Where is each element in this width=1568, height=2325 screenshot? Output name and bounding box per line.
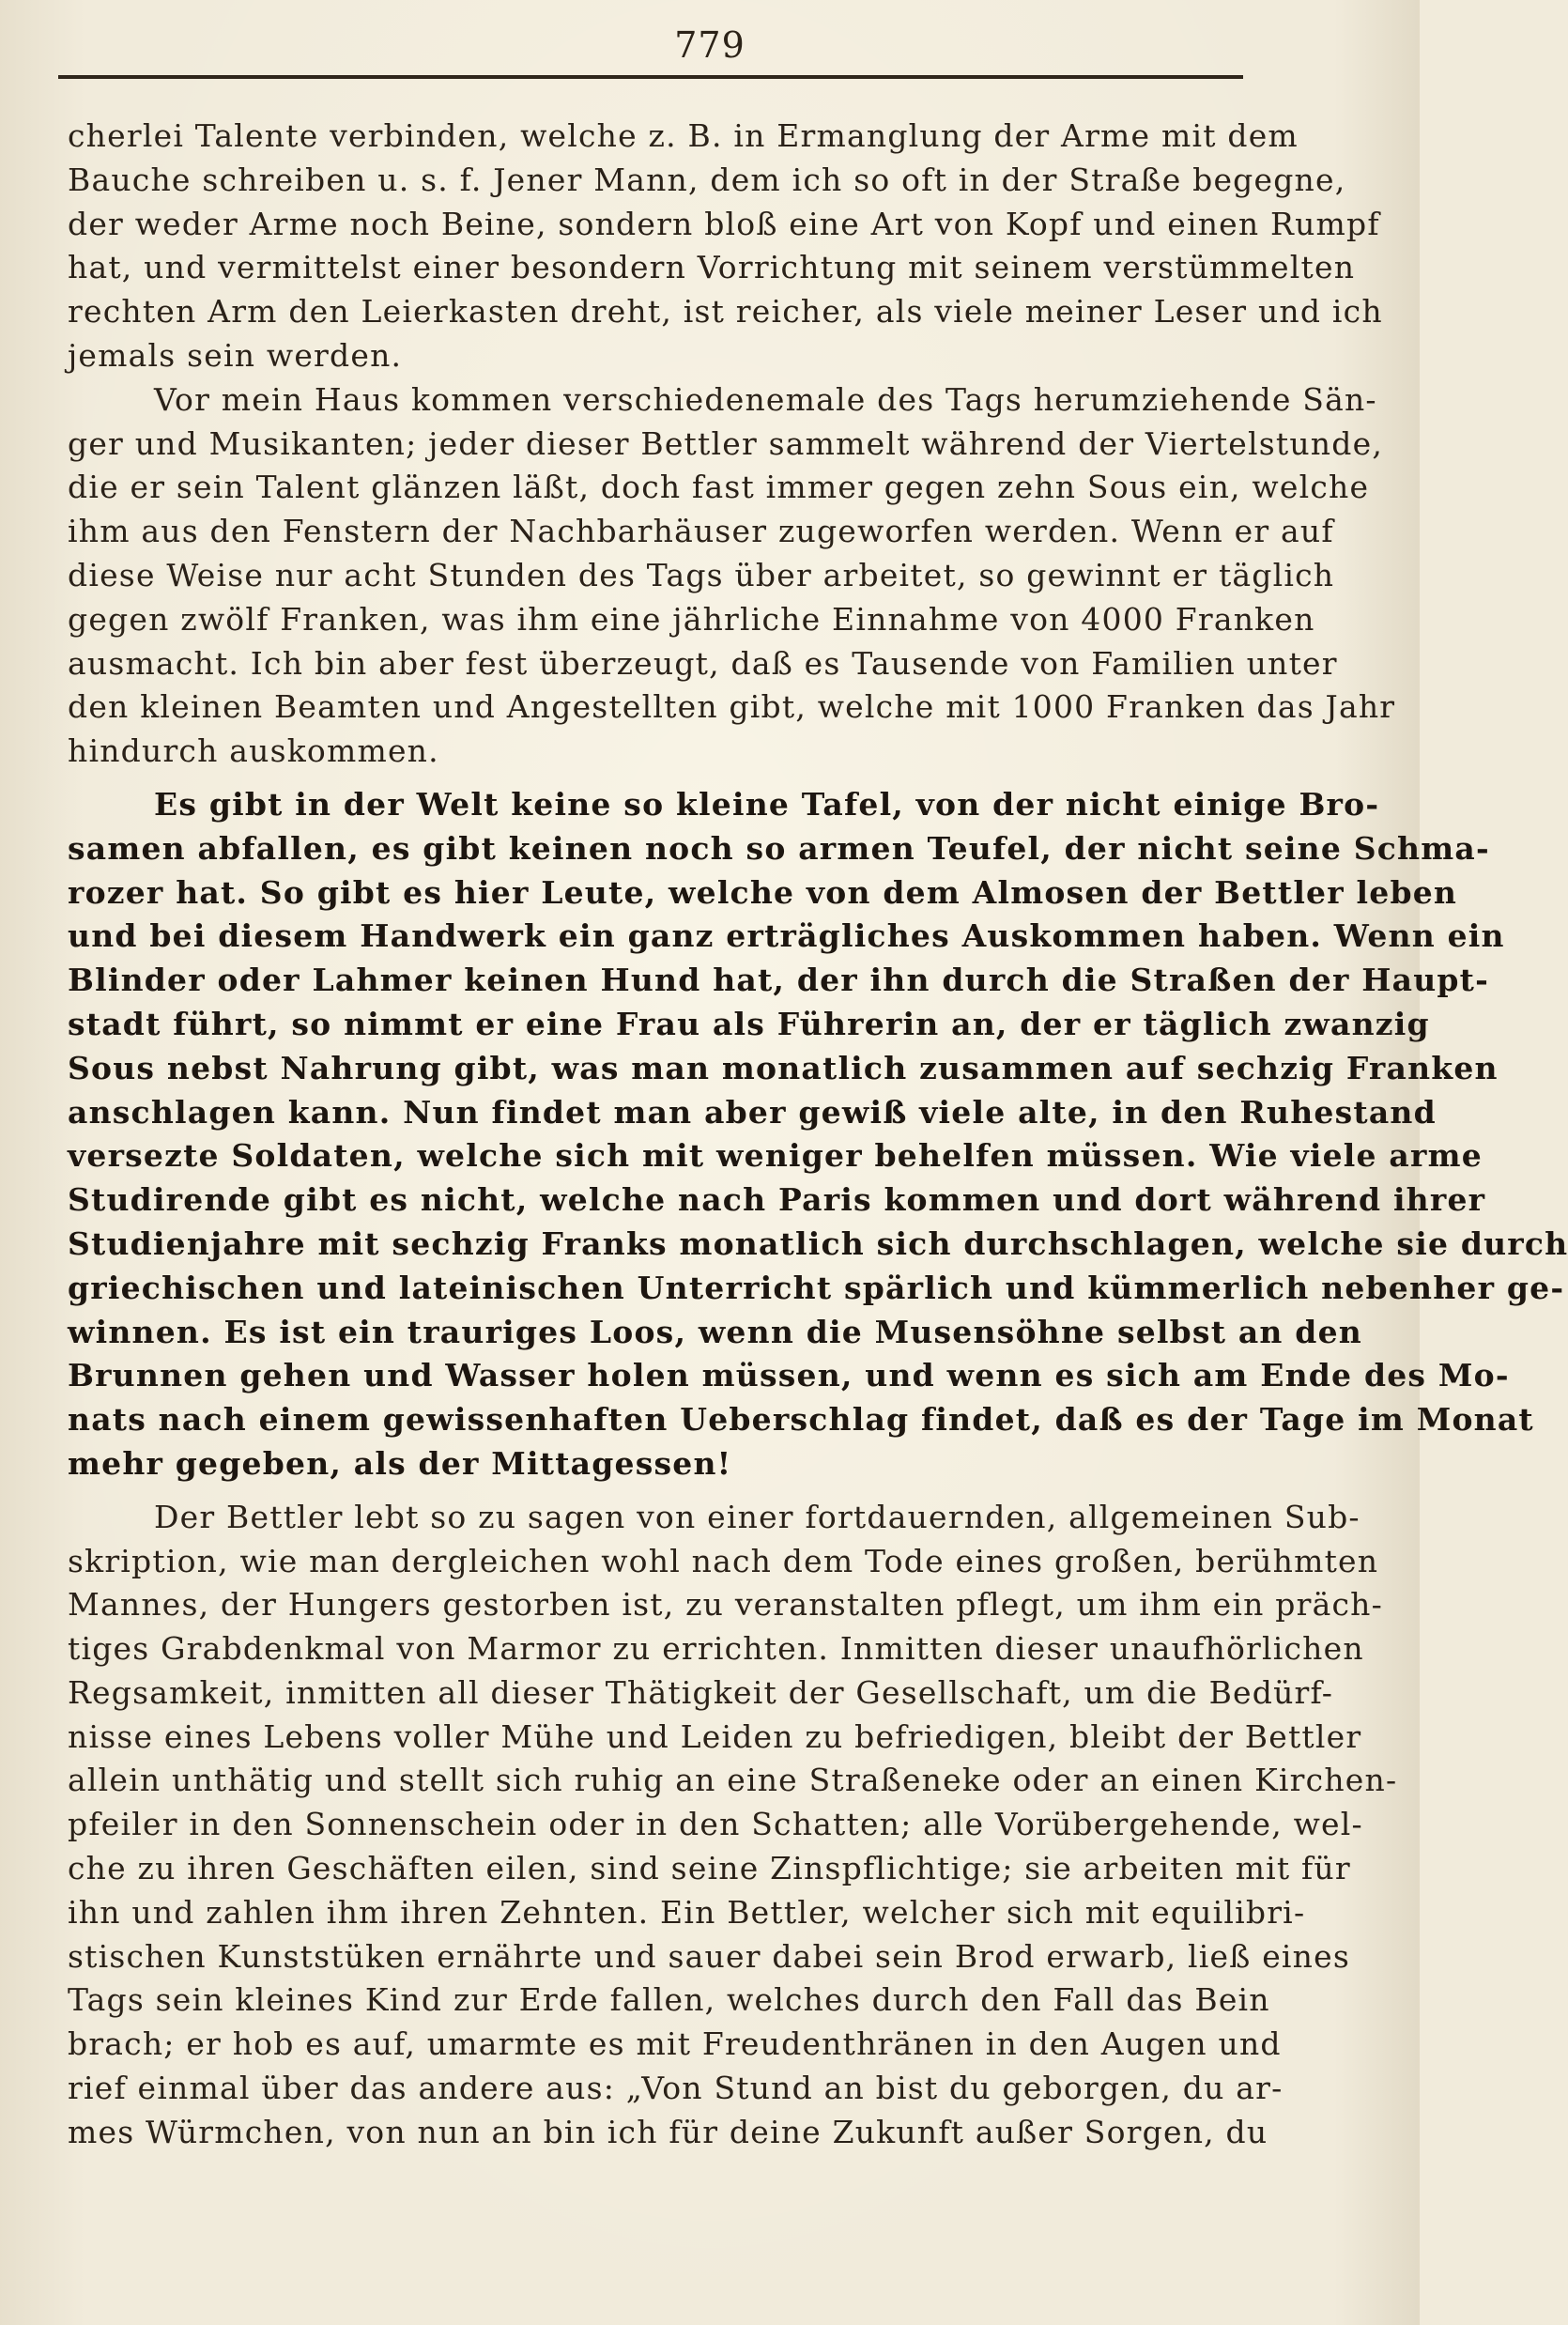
header-rule <box>58 75 1243 79</box>
text-line: stadt führt, so nimmt er eine Frau als Führerin an, der er täglich zwanzig <box>68 1005 1430 1042</box>
text-line: winnen. Es ist ein trauriges Loos, wenn die Musensöhne selbst an den <box>68 1313 1362 1350</box>
text-line: und bei diesem Handwerk ein ganz erträgliches Auskommen haben. Wenn ein <box>68 917 1505 955</box>
text-line: Es gibt in der Welt keine so kleine Tafel, von der nicht einige Bro- <box>154 785 1380 823</box>
text-line: rechten Arm den Leierkasten dreht, ist reicher, als viele meiner Leser und ich <box>68 293 1383 331</box>
text-line: hat, und vermittelst einer besondern Vorrichtung mit seinem verstümmelten <box>68 249 1356 286</box>
text-line: skription, wie man dergleichen wohl nach dem Tode eines großen, berühmten <box>68 1542 1379 1579</box>
text-line: griechischen und lateinischen Unterricht spärlich und kümmerlich nebenher ge- <box>68 1269 1565 1306</box>
text-line: ger und Musikanten; jeder dieser Bettler sammelt während der Viertelstunde, <box>68 424 1384 462</box>
text-line: jemals sein werden. <box>68 336 403 374</box>
text-line: rozer hat. So gibt es hier Leute, welche von dem Almosen der Bettler leben <box>68 873 1458 911</box>
text-line: Mannes, der Hungers gestorben ist, zu veranstalten pflegt, um ihm ein präch- <box>68 1586 1383 1624</box>
text-line: hindurch auskommen. <box>68 732 439 770</box>
text-line: mehr gegeben, als der Mittagessen! <box>68 1444 732 1482</box>
text-line: der weder Arme noch Beine, sondern bloß eine Art von Kopf und einen Rumpf <box>68 205 1380 242</box>
text-line: Der Bettler lebt so zu sagen von einer fortdauernden, allgemeinen Sub- <box>154 1498 1360 1535</box>
paragraph-3 <box>68 783 1568 1486</box>
text-line: samen abfallen, es gibt keinen noch so armen Teufel, der nicht seine Schma- <box>68 829 1490 867</box>
paragraph-gap <box>68 774 1260 783</box>
text-line: che zu ihren Geschäften eilen, sind seine Zinspflichtige; sie arbeiten mit für <box>68 1850 1351 1887</box>
text-line: pfeiler in den Sonnenschein oder in den Schatten; alle Vorübergehende, wel- <box>68 1806 1363 1843</box>
text-line: Regsamkeit, inmitten all dieser Thätigkeit der Gesellschaft, um die Bedürf- <box>68 1673 1334 1711</box>
text-line: ausmacht. Ich bin aber fest überzeugt, daß es Tausende von Familien unter <box>68 644 1338 682</box>
text-line: versezte Soldaten, welche sich mit weniger behelfen müssen. Wie viele arme <box>68 1137 1483 1175</box>
text-line: allein unthätig und stellt sich ruhig an eine Straßeneke oder an einen Kirchen- <box>68 1762 1398 1799</box>
paragraph-1 <box>68 115 1383 378</box>
text-line: gegen zwölf Franken, was ihm eine jährliche Einnahme von 4000 Franken <box>68 600 1315 638</box>
text-line: stischen Kunststüken ernährte und sauer dabei sein Brod erwarb, ließ eines <box>68 1937 1351 1975</box>
text-line: Brunnen gehen und Wasser holen müssen, und wenn es sich am Ende des Mo- <box>68 1357 1510 1394</box>
body-text <box>68 115 1568 2155</box>
text-line: Studienjahre mit sechzig Franks monatlich sich durchschlagen, welche sie durch <box>68 1224 1568 1262</box>
text-line: anschlagen kann. Nun findet man aber gewiß viele alte, in den Ruhestand <box>68 1093 1437 1131</box>
text-line: Vor mein Haus kommen verschiedenemale des Tags herumziehende Sän- <box>154 380 1377 418</box>
text-line: Tags sein kleines Kind zur Erde fallen, welches durch den Fall das Bein <box>68 1981 1270 2019</box>
text-line: ihn und zahlen ihm ihren Zehnten. Ein Bettler, welcher sich mit equilibri- <box>68 1893 1306 1931</box>
text-line: rief einmal über das andere aus: „Von Stund an bist du geborgen, du ar- <box>68 2070 1284 2107</box>
paragraph-gap <box>68 1486 1260 1496</box>
text-line: Studirende gibt es nicht, welche nach Paris kommen und dort während ihrer <box>68 1181 1486 1219</box>
paragraph-2 <box>68 378 1396 774</box>
text-line: nats nach einem gewissenhaften Ueberschlag findet, daß es der Tage im Monat <box>68 1401 1534 1439</box>
text-line: diese Weise nur acht Stunden des Tags über arbeitet, so gewinnt er täglich <box>68 556 1335 593</box>
text-line: brach; er hob es auf, umarmte es mit Freudenthränen in den Augen und <box>68 2025 1282 2063</box>
text-line: Blinder oder Lahmer keinen Hund hat, der ihn durch die Straßen der Haupt- <box>68 962 1489 999</box>
text-line: ihm aus den Fenstern der Nachbarhäuser zugeworfen werden. Wenn er auf <box>68 513 1334 550</box>
text-line: nisse eines Lebens voller Mühe und Leiden zu befriedigen, bleibt der Bettler <box>68 1717 1362 1755</box>
text-line: Bauche schreiben u. s. f. Jener Mann, dem ich so oft in der Straße begegne, <box>68 161 1346 198</box>
page-number: 779 <box>674 24 746 66</box>
text-line: die er sein Talent glänzen läßt, doch fast immer gegen zehn Sous ein, welche <box>68 469 1370 506</box>
text-line: mes Würmchen, von nun an bin ich für deine Zukunft außer Sorgen, du <box>68 2113 1268 2150</box>
text-line: den kleinen Beamten und Angestellten gibt, welche mit 1000 Franken das Jahr <box>68 688 1396 726</box>
text-line: Sous nebst Nahrung gibt, was man monatlich zusammen auf sechzig Franken <box>68 1049 1499 1086</box>
text-line: tiges Grabdenkmal von Marmor zu errichten. Inmitten dieser unaufhörlichen <box>68 1630 1364 1668</box>
paragraph-4 <box>68 1496 1398 2155</box>
text-line: cherlei Talente verbinden, welche z. B. in Ermanglung der Arme mit dem <box>68 117 1299 154</box>
